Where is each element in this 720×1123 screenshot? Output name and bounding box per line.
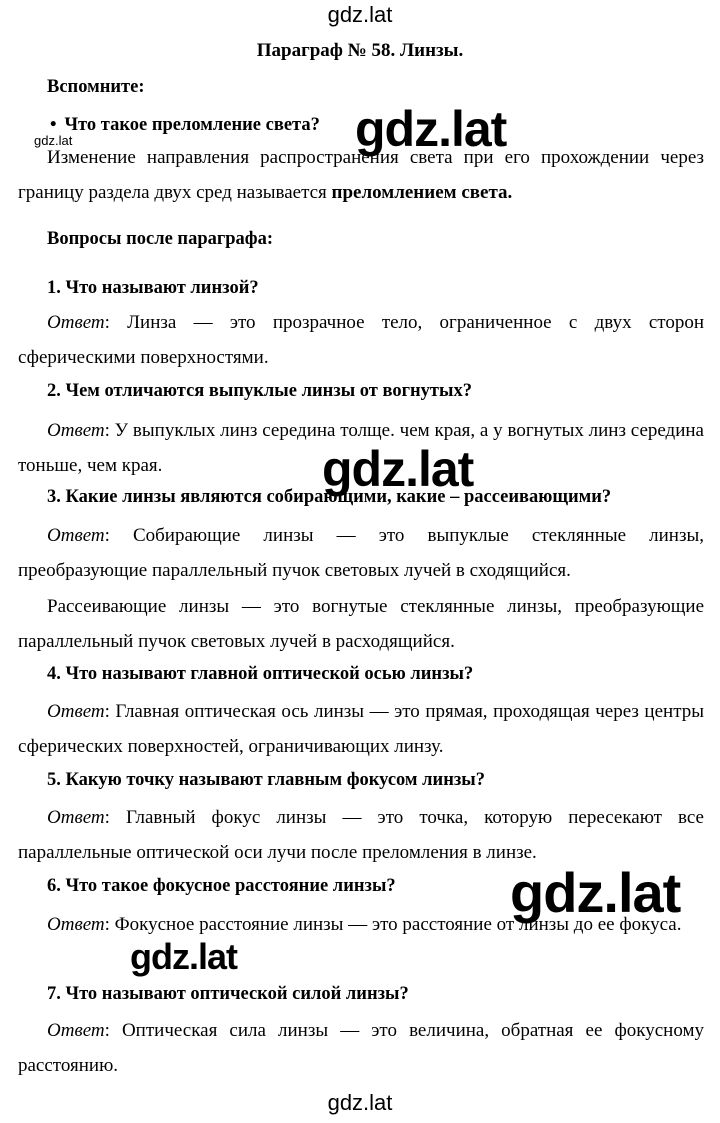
question-5: 5. Какую точку называют главным фокусом линзы? [47,770,485,790]
answer-1 [18,305,704,375]
watermark-big: gdz.lat [510,861,681,924]
page-title: Параграф № 58. Линзы. [256,40,464,61]
watermark-big: gdz.lat [355,101,507,157]
recall-heading: Вспомните: [47,77,145,97]
recall-answer-bold: преломлением света. [331,182,513,203]
answer-1-text: : Линза — это прозрачное тело, ограниченное с двух сторон сферическими поверхностями. [18,312,704,368]
question-3: 3. Какие линзы являются собирающими, какие – рассеивающими? [47,487,612,507]
answer-7 [18,1013,704,1083]
answer-label: Ответ [47,525,105,546]
answer-label: Ответ [47,914,105,935]
answer-7-text: : Оптическая сила линзы — это величина, обратная ее фокусному расстоянию. [18,1020,704,1076]
watermark-top: gdz.lat [327,2,393,27]
bullet: • [50,115,57,135]
answer-3-continued: Рассеивающие линзы — это вогнутые стеклянные линзы, преобразующие параллельный пучок световых лучей в расходящийся. [18,596,704,652]
answer-label: Ответ [47,1020,105,1041]
recall-question [50,115,320,136]
watermark-bottom: gdz.lat [327,1090,393,1115]
answer-5-text: : Главный фокус линзы — это точка, которую пересекают все параллельные оптической оси лучи после преломления в линзе. [18,807,704,863]
question-6: 6. Что такое фокусное расстояние линзы? [47,876,396,896]
question-7: 7. Что называют оптической силой линзы? [47,984,409,1004]
questions-heading: Вопросы после параграфа: [47,229,274,249]
answer-label: Ответ [47,807,105,828]
recall-question-text: Что такое преломление света? [64,115,320,135]
question-4: 4. Что называют главной оптической осью линзы? [47,664,474,684]
question-2: 2. Чем отличаются выпуклые линзы от вогнутых? [47,381,472,401]
answer-3-text: : Собирающие линзы — это выпуклые стеклянные линзы, преобразующие параллельный пучок световых лучей в сходящийся. [18,525,704,581]
answer-label: Ответ [47,312,105,333]
answer-3 [18,518,704,588]
question-1: 1. Что называют линзой? [47,278,259,298]
watermark-big: gdz.lat [130,936,237,977]
answer-2-text: : У выпуклых линз середина толще. чем края, а у вогнутых линз середина тоньше, чем края. [18,420,704,476]
recall-answer-text: Изменение направления распространения света при его прохождении через границу раздела двух сред называется [18,147,704,203]
watermark-small: gdz.lat [34,133,73,148]
answer-4-text: : Главная оптическая ось линзы — это прямая, проходящая через центры сферических поверхностей, ограничивающих линзу. [18,701,704,757]
answer-label: Ответ [47,701,105,722]
answer-6-text: : Фокусное расстояние линзы — это расстояние от линзы до ее фокуса. [104,914,682,935]
answer-label: Ответ [47,420,105,441]
answer-4 [18,694,704,764]
watermark-big: gdz.lat [322,441,474,497]
